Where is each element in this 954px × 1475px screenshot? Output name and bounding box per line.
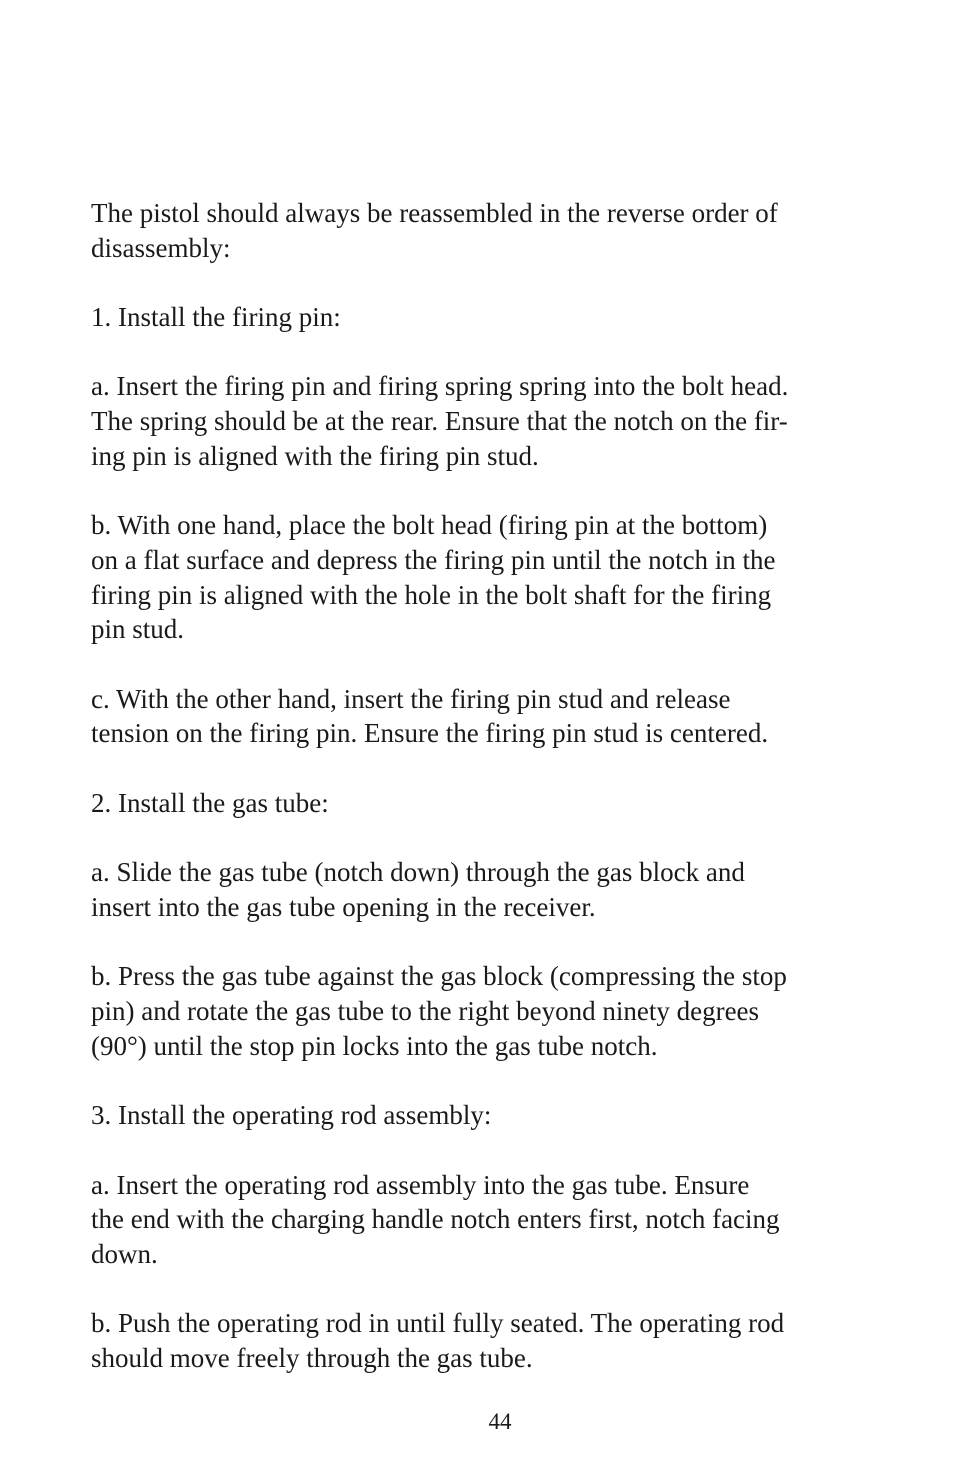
step-1b-paragraph: b. With one hand, place the bolt head (firing pin at the bottom) on a flat surface and depress the firing pin until the notch in the firing pin is aligned with the hole in the bolt shaft for the firing pin stud. [91, 510, 776, 645]
intro-paragraph: The pistol should always be reassembled in the reverse order of disassembly: [91, 198, 778, 263]
step-2-heading: 2. Install the gas tube: [91, 787, 329, 818]
step-1a-paragraph: a. Insert the firing pin and firing spring spring into the bolt head. The spring should be at the rear. Ensure that the notch on the fir- ing pin is aligned with the firing pin stud. [91, 371, 789, 471]
step-2b-paragraph: b. Press the gas tube against the gas block (compressing the stop pin) and rotate the gas tube to the right beyond ninety degrees (90°) until the stop pin locks into the gas tube notch. [91, 961, 787, 1061]
step-3a-paragraph: a. Insert the operating rod assembly into the gas tube. Ensure the end with the charging handle notch enters first, notch facing down. [91, 1169, 780, 1269]
page-number: 44 [488, 1409, 512, 1434]
step-3b-paragraph: b. Push the operating rod in until fully seated. The operating rod should move freely through the gas tube. [91, 1308, 785, 1374]
step-3-heading: 3. Install the operating rod assembly: [91, 1100, 492, 1131]
step-1c-paragraph: c. With the other hand, insert the firing pin stud and release tension on the firing pin. Ensure the firing pin stud is centered. [91, 683, 769, 749]
step-1-heading: 1. Install the firing pin: [91, 302, 341, 333]
step-2a-paragraph: a. Slide the gas tube (notch down) through the gas block and insert into the gas tube opening in the receiver. [91, 857, 745, 922]
page-body [91, 196, 861, 1376]
